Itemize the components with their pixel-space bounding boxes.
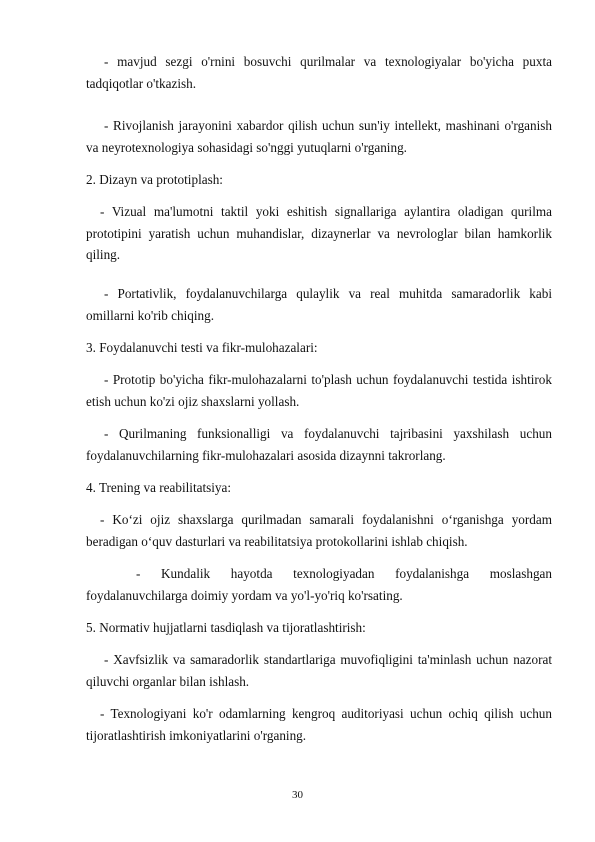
bullet-portability: - Portativlik, foydalanuvchilarga qulaylik va real muhitda samaradorlik kabi omillarni ko'rib chiqing. (86, 286, 552, 323)
bullet-iterate-design: - Qurilmaning funksionalligi va foydalanuvchi tajribasini yaxshilash uchun foydalanuvchilarning fikr-mulohazalari asosida dizaynni takrorlang. (86, 426, 552, 463)
section-heading-regulatory: 5. Normativ hujjatlarni tasdiqlash va tijoratlashtirish: (86, 620, 366, 635)
bullet-commercialization: - Texnologiyani ko'r odamlarning kengroq auditoriyasi uchun ochiq qilish uchun tijoratlashtirish imkoniyatlarini o'rganing. (86, 706, 552, 743)
bullet-research-devices: - mavjud sezgi o'rnini bosuvchi qurilmalar va texnologiyalar bo'yicha puxta tadqiqotlar o'tkazish. (86, 54, 552, 91)
section-heading-training: 4. Trening va reabilitatsiya: (86, 480, 232, 495)
bullet-regulatory-bodies: - Xavfsizlik va samaradorlik standartlariga muvofiqligini ta'minlash uchun nazorat qiluvchi organlar bilan ishlash. (86, 652, 552, 689)
section-heading-design: 2. Dizayn va prototiplash: (86, 172, 223, 187)
page-number: 30 (292, 789, 303, 801)
bullet-recruit-testers: - Prototip bo'yicha fikr-mulohazalarni to'plash uchun foydalanuvchi testida ishtirok etish uchun ko'zi ojiz shaxslarni yollash. (86, 372, 552, 409)
section-heading-user-testing: 3. Foydalanuvchi testi va fikr-mulohazalari: (86, 340, 318, 355)
bullet-ongoing-support: - Kundalik hayotda texnologiyadan foydalanishga moslashgan foydalanuvchilarga doimiy yordam va yo'l-yo'riq ko'rsating. (86, 566, 552, 603)
bullet-training-programs: - Ko‘zi ojiz shaxslarga qurilmadan samarali foydalanishni o‘rganishga yordam beradigan o‘quv dasturlari va reabilitatsiya protokollarini ishlab chiqish. (86, 512, 552, 549)
bullet-prototype: - Vizual ma'lumotni taktil yoki eshitish signallariga aylantira oladigan qurilma prototipini yaratish uchun muhandislar, dizaynerlar va nevrologlar bilan hamkorlik qiling. (86, 204, 552, 262)
bullet-study-ai: - Rivojlanish jarayonini xabardor qilish uchun sun'iy intellekt, mashinani o'rganish va neyrotexnologiya sohasidagi so'nggi yutuqlarni o'rganing. (86, 118, 552, 155)
